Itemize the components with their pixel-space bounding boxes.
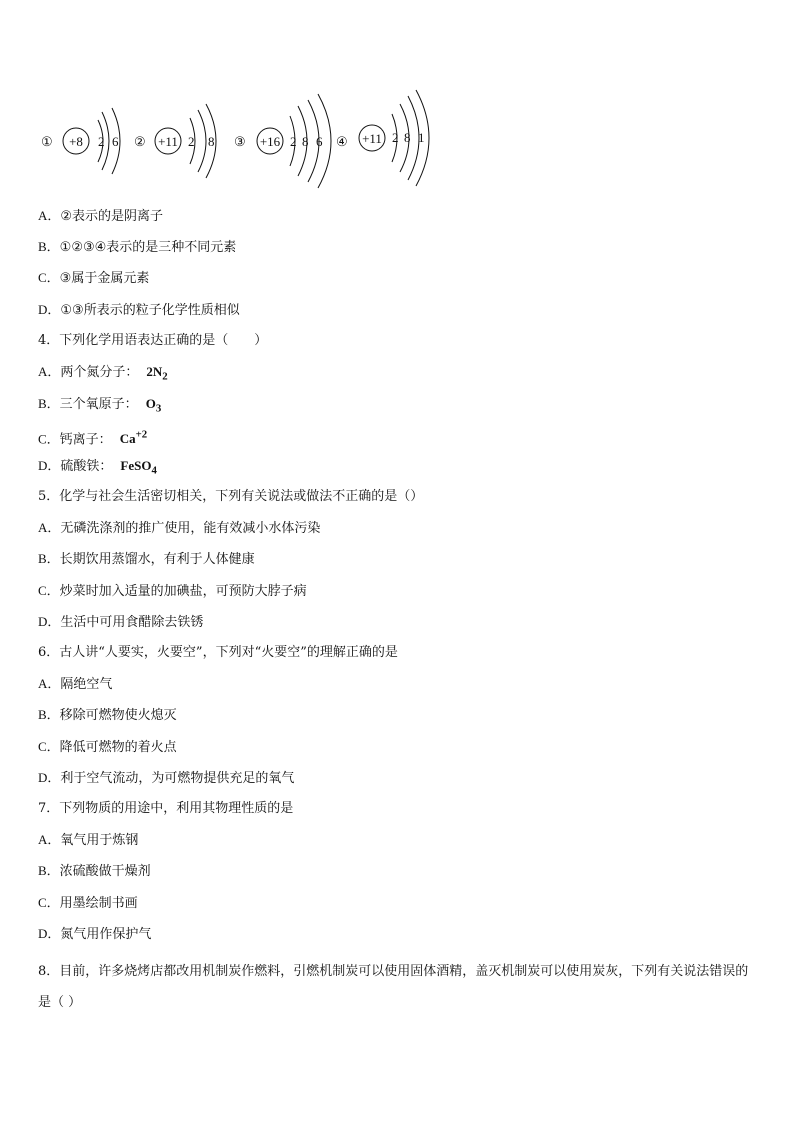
q3-option-a: [38, 208, 163, 225]
option-text: 浓硫酸做干燥剂: [59, 864, 151, 879]
q6-option-d: [38, 770, 294, 787]
option-text: ②表示的是阴离子: [60, 209, 164, 224]
option-label: A．: [38, 520, 61, 535]
q3-option-d: [38, 302, 240, 319]
formula-main: O: [145, 396, 156, 411]
q5-stem: 5．化学与社会生活密切相关，下列有关说法或做法不正确的是（）: [38, 489, 424, 504]
option-label: C．: [38, 431, 60, 447]
formula-main: 2N: [146, 364, 163, 379]
option-label: A．: [38, 208, 61, 223]
option-text: 两个氮分子：: [60, 365, 139, 380]
atom-1-shell-2: 6: [112, 134, 119, 149]
q5-option-c: [38, 583, 307, 600]
q5-option-b: [38, 551, 255, 568]
q4-stem: 4．下列化学用语表达正确的是（ ）: [38, 333, 268, 348]
option-label: B．: [38, 551, 60, 566]
q7-option-c: [38, 895, 138, 912]
q7-stem: 7．下列物质的用途中，利用其物理性质的是: [38, 801, 294, 816]
formula-main: FeSO: [120, 458, 152, 473]
q6-option-c: [38, 739, 177, 756]
formula-superscript: +2: [135, 429, 148, 441]
atom-4-shell-2: 8: [404, 130, 411, 145]
q6-stem: 6．古人讲“人要实，火要空”，下列对“火要空”的理解正确的是: [38, 645, 398, 660]
q4-option-d: [38, 458, 157, 479]
q4-option-b: [38, 396, 161, 417]
option-label: C．: [38, 739, 60, 754]
option-label: B．: [38, 707, 60, 722]
option-text: 利于空气流动，为可燃物提供充足的氧气: [60, 771, 295, 786]
q3-option-b: [38, 239, 236, 256]
option-label: D．: [38, 770, 61, 785]
option-label: B．: [38, 396, 60, 411]
option-label: C．: [38, 270, 60, 285]
q3-option-c: [38, 270, 149, 287]
atom-3-nucleus: +16: [259, 134, 281, 149]
option-label: D．: [38, 458, 61, 473]
option-label: B．: [38, 239, 60, 254]
formula: [146, 364, 168, 383]
atom-2-nucleus: +11: [158, 134, 178, 149]
option-text: 生活中可用食醋除去铁锈: [60, 615, 204, 630]
atom-2-shell-2: 8: [208, 134, 215, 149]
option-text: 钙离子：: [59, 432, 112, 448]
atom-3-shell-1: 2: [290, 134, 297, 149]
formula-subscript: 3: [155, 402, 162, 415]
option-text: 氮气用作保护气: [60, 927, 152, 942]
option-label: D．: [38, 614, 61, 629]
atom-2-index: ②: [134, 134, 146, 149]
formula: [145, 396, 162, 415]
option-text: 长期饮用蒸馏水，有利于人体健康: [59, 552, 255, 567]
option-text: 硫酸铁：: [60, 459, 113, 474]
atom-1-shell-1: 2: [98, 134, 105, 149]
option-label: D．: [38, 302, 61, 317]
formula-subscript: 2: [162, 370, 168, 383]
atom-1-index: ①: [41, 134, 53, 149]
q8-stem: 8．目前，许多烧烤店都改用机制炭作燃料，引燃机制炭可以使用固体酒精，盖灭机制炭可以使用炭灰，下列有关说法错误的是（ ）: [38, 964, 749, 1010]
option-label: B．: [38, 863, 60, 878]
option-text: 氧气用于炼钢: [60, 833, 139, 848]
formula-main: Ca: [119, 431, 136, 447]
formula: [120, 431, 147, 446]
atom-3-shell-2: 8: [302, 134, 309, 149]
option-label: A．: [38, 364, 61, 379]
option-label: A．: [38, 676, 61, 691]
formula-subscript: 4: [151, 464, 157, 477]
q7-option-a: [38, 832, 138, 849]
option-text: 三个氧原子：: [59, 397, 138, 412]
q5-option-d: [38, 614, 203, 631]
q4-option-c: [38, 427, 147, 448]
option-text: 用墨绘制书画: [59, 896, 138, 911]
option-label: C．: [38, 895, 60, 910]
option-label: C．: [38, 583, 60, 598]
option-label: A．: [38, 832, 61, 847]
q6-option-a: [38, 676, 112, 693]
atom-4-index: ④: [336, 134, 348, 149]
atom-4-shell-1: 2: [392, 130, 399, 145]
atom-4-nucleus: +11: [362, 131, 382, 146]
atom-2-shell-1: 2: [188, 134, 195, 149]
option-text: ①②③④表示的是三种不同元素: [59, 240, 237, 255]
q7-option-d: [38, 926, 151, 943]
formula: [120, 458, 157, 477]
q4-option-a: [38, 364, 168, 385]
atom-1-nucleus: +8: [69, 134, 83, 149]
q5-option-a: [38, 520, 320, 537]
option-label: D．: [38, 926, 61, 941]
atom-3-index: ③: [234, 134, 246, 149]
option-text: 降低可燃物的着火点: [59, 740, 177, 755]
q6-option-b: [38, 707, 177, 724]
option-text: 炒菜时加入适量的加碘盐，可预防大脖子病: [59, 584, 307, 599]
option-text: 无磷洗涤剂的推广使用，能有效减小水体污染: [60, 521, 321, 536]
option-text: ①③所表示的粒子化学性质相似: [60, 303, 240, 318]
option-text: 移除可燃物使火熄灭: [59, 708, 177, 723]
atomic-structure-diagram: [28, 86, 448, 196]
atom-3-shell-3: 6: [316, 134, 323, 149]
option-text: 隔绝空气: [60, 677, 113, 692]
option-text: ③属于金属元素: [59, 271, 150, 286]
atom-4-shell-3: 1: [418, 130, 425, 145]
q7-option-b: [38, 863, 151, 880]
